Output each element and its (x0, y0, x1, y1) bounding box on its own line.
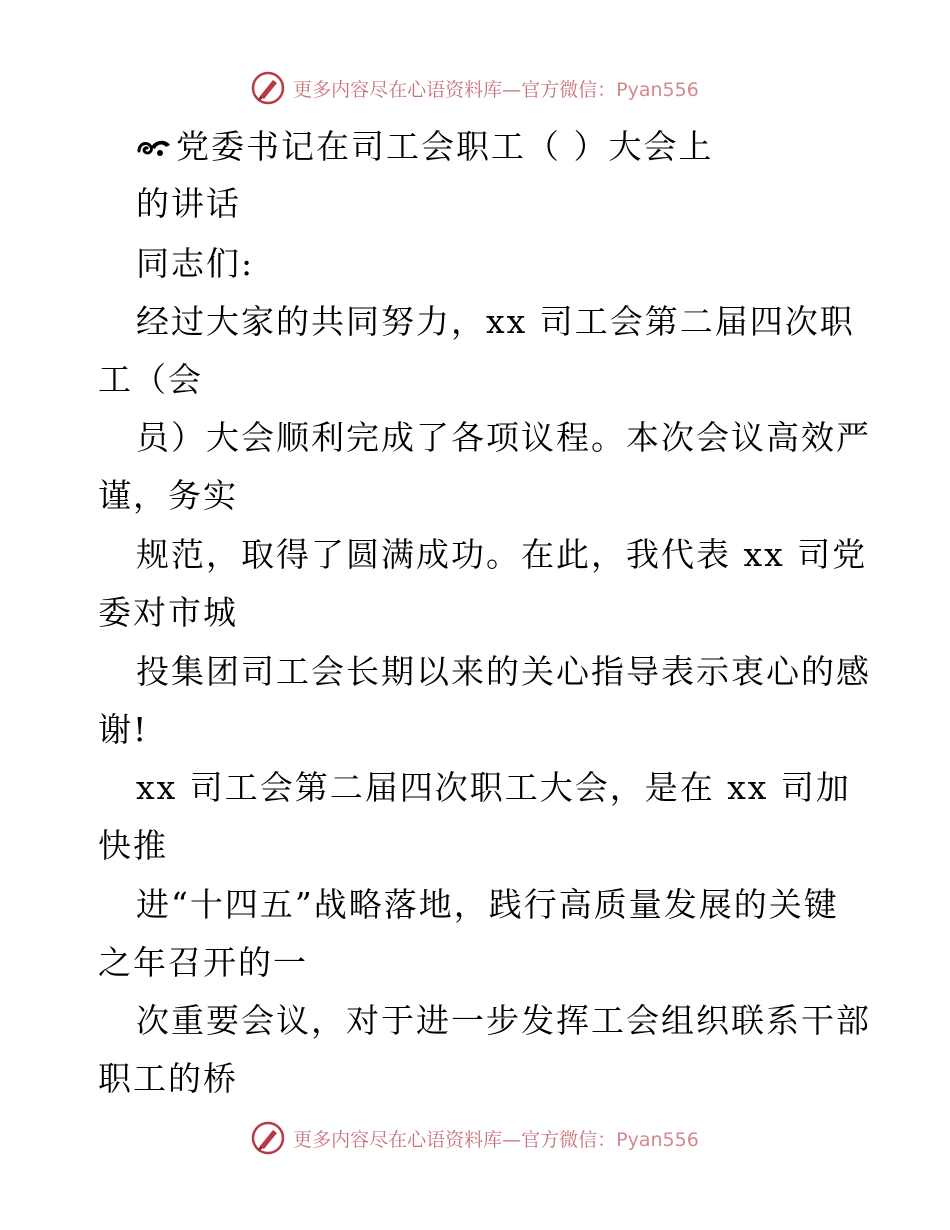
document-title: 党委书记在司工会职工（ ）大会上 (176, 127, 714, 166)
document-title-line-2: 的讲话 (136, 184, 241, 223)
doc-line-9: 谢! (98, 710, 149, 749)
doc-line-13: 之年召开的一 (98, 943, 308, 982)
pen-logo-icon (251, 71, 285, 105)
decorative-bullet-icon (136, 133, 174, 161)
doc-line-5: 谨，务实 (98, 476, 238, 515)
watermark-label: 更多内容尽在心语资料库—官方微信： (293, 78, 617, 101)
doc-line-4: 员）大会顺利完成了各项议程。本次会议高效严 (136, 418, 871, 457)
watermark-footer (0, 1121, 950, 1161)
watermark-text (293, 1125, 699, 1152)
doc-line-6: 规范，取得了圆满成功。在此，我代表 xx 司党 (136, 535, 868, 574)
watermark-label: 更多内容尽在心语资料库—官方微信： (293, 1128, 617, 1151)
doc-line-1: 同志们: (136, 244, 255, 283)
doc-line-10: xx 司工会第二届四次职工大会，是在 xx 司加 (136, 768, 851, 807)
watermark-wechat-id: Pyan556 (616, 1128, 699, 1151)
doc-line-12: 进“十四五”战略落地，践行高质量发展的关键 (136, 885, 839, 924)
watermark-header (0, 71, 950, 111)
document-title-line-1 (136, 127, 714, 167)
doc-line-15: 职工的桥 (98, 1059, 238, 1098)
watermark-wechat-id: Pyan556 (616, 78, 699, 101)
pen-logo-icon (251, 1121, 285, 1155)
watermark-text (293, 75, 699, 102)
doc-line-2: 经过大家的共同努力，xx 司工会第二届四次职 (136, 302, 855, 341)
doc-line-8: 投集团司工会长期以来的关心指导表示衷心的感 (136, 652, 871, 691)
doc-line-3: 工（会 (98, 360, 203, 399)
doc-line-14: 次重要会议，对于进一步发挥工会组织联系干部 (136, 1001, 871, 1040)
doc-line-11: 快推 (98, 826, 168, 865)
doc-line-7: 委对市城 (98, 593, 238, 632)
